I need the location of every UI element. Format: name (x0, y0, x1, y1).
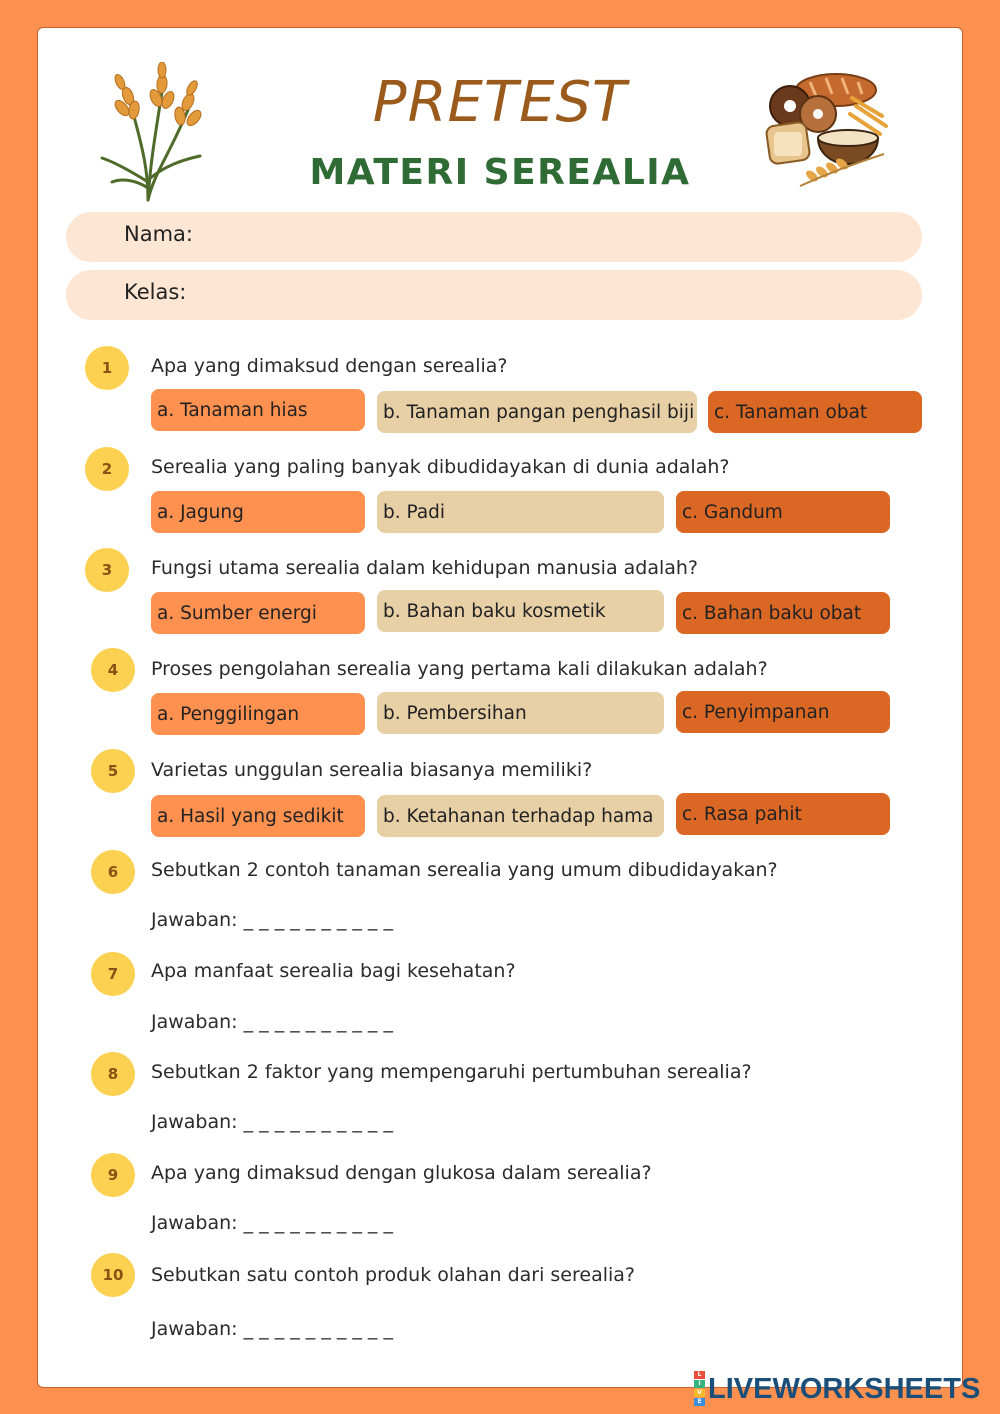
question-number-5: 5 (91, 749, 135, 793)
q3-option-c[interactable]: c. Bahan baku obat (676, 592, 890, 634)
page-title: PRETEST (372, 70, 628, 135)
q3-option-b[interactable]: b. Bahan baku kosmetik (377, 590, 664, 632)
question-number-2: 2 (85, 447, 129, 491)
page-subtitle: MATERI SEREALIA (309, 152, 691, 193)
question-number-6: 6 (91, 850, 135, 894)
q2-option-c[interactable]: c. Gandum (676, 491, 890, 533)
q1-option-c[interactable]: c. Tanaman obat (708, 391, 922, 433)
liveworksheets-logo (694, 1371, 981, 1405)
question-number-1: 1 (85, 346, 129, 390)
q7-answer-field[interactable]: Jawaban: _ _ _ _ _ _ _ _ _ _ (151, 1011, 393, 1033)
logo-color-blocks (694, 1371, 705, 1407)
q6-answer-field[interactable]: Jawaban: _ _ _ _ _ _ _ _ _ _ (151, 909, 393, 931)
question-7-text: Apa manfaat serealia bagi kesehatan? (151, 960, 516, 982)
logo-block-l: L (694, 1371, 705, 1379)
name-label: Nama: (124, 222, 193, 246)
class-label: Kelas: (124, 280, 187, 304)
question-number-8: 8 (91, 1052, 135, 1096)
question-2-text: Serealia yang paling banyak dibudidayakan di dunia adalah? (151, 456, 730, 478)
question-number-7: 7 (91, 952, 135, 996)
q4-option-c[interactable]: c. Penyimpanan (676, 691, 890, 733)
q5-option-b[interactable]: b. Ketahanan terhadap hama (377, 795, 664, 837)
question-8-text: Sebutkan 2 faktor yang mempengaruhi pertumbuhan serealia? (151, 1061, 752, 1083)
q3-option-a[interactable]: a. Sumber energi (151, 592, 365, 634)
class-field[interactable] (66, 270, 922, 320)
logo-text: LIVEWORKSHEETS (708, 1372, 981, 1405)
q2-option-a[interactable]: a. Jagung (151, 491, 365, 533)
question-4-text: Proses pengolahan serealia yang pertama kali dilakukan adalah? (151, 658, 768, 680)
q5-option-a[interactable]: a. Hasil yang sedikit (151, 795, 365, 837)
question-9-text: Apa yang dimaksud dengan glukosa dalam serealia? (151, 1162, 652, 1184)
q1-option-a[interactable]: a. Tanaman hias (151, 389, 365, 431)
q1-option-b[interactable]: b. Tanaman pangan penghasil biji (377, 391, 697, 433)
q4-option-b[interactable]: b. Pembersihan (377, 692, 664, 734)
logo-block-i: I (694, 1380, 705, 1388)
q5-option-c[interactable]: c. Rasa pahit (676, 793, 890, 835)
question-number-9: 9 (91, 1153, 135, 1197)
question-10-text: Sebutkan satu contoh produk olahan dari serealia? (151, 1264, 636, 1286)
logo-block-e: E (694, 1398, 705, 1406)
q4-option-a[interactable]: a. Penggilingan (151, 693, 365, 735)
question-3-text: Fungsi utama serealia dalam kehidupan manusia adalah? (151, 557, 699, 579)
name-field[interactable] (66, 212, 922, 262)
q10-answer-field[interactable]: Jawaban: _ _ _ _ _ _ _ _ _ _ (151, 1318, 393, 1340)
question-number-4: 4 (91, 648, 135, 692)
question-5-text: Varietas unggulan serealia biasanya memiliki? (151, 759, 593, 781)
q9-answer-field[interactable]: Jawaban: _ _ _ _ _ _ _ _ _ _ (151, 1212, 393, 1234)
logo-block-v: V (694, 1389, 705, 1397)
question-number-3: 3 (85, 548, 129, 592)
q2-option-b[interactable]: b. Padi (377, 491, 664, 533)
q8-answer-field[interactable]: Jawaban: _ _ _ _ _ _ _ _ _ _ (151, 1111, 393, 1133)
question-number-10: 10 (91, 1253, 135, 1297)
question-6-text: Sebutkan 2 contoh tanaman serealia yang umum dibudidayakan? (151, 859, 778, 881)
question-1-text: Apa yang dimaksud dengan serealia? (151, 355, 508, 377)
